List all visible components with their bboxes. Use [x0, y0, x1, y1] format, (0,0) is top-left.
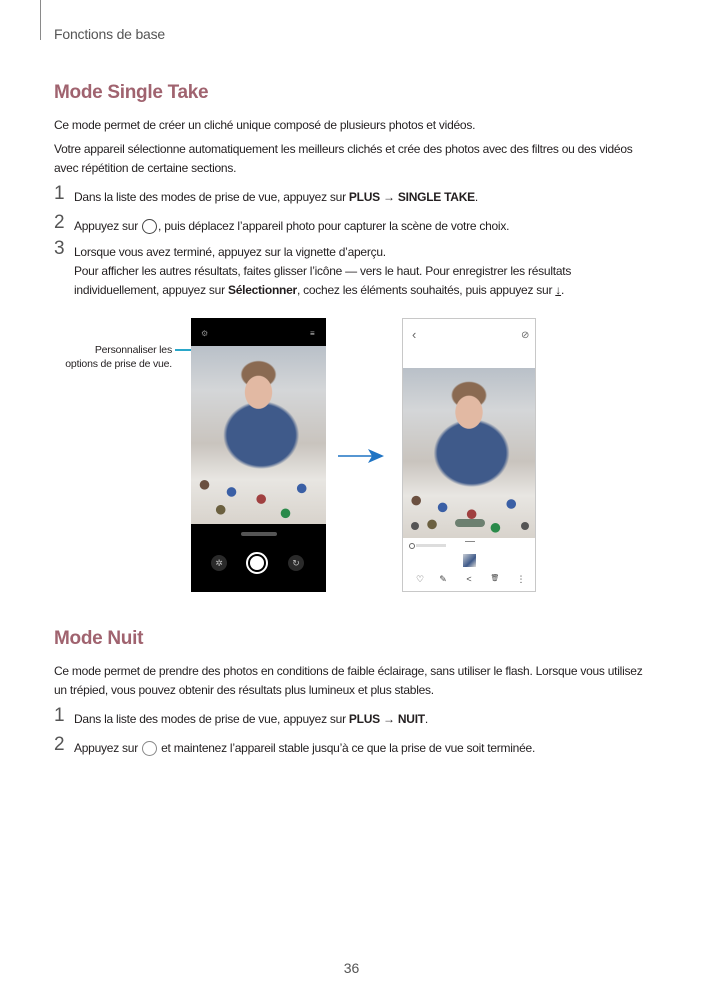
callout-label: Personnaliser les options de prise de vue. [65, 344, 172, 370]
step-text-end: . [561, 283, 565, 297]
step-text-end: et maintenez l’appareil stable jusqu’à ce que la prise de vue soit terminée. [158, 741, 536, 755]
page-number: 36 [343, 960, 360, 976]
arrow-glyph: → [379, 712, 398, 726]
mode-label [241, 532, 277, 536]
shutter-circle-icon [142, 741, 157, 756]
step-text: Appuyez sur [74, 219, 142, 233]
arrow-glyph: → [379, 190, 398, 204]
step-number: 2 [54, 734, 65, 755]
video-pill [455, 519, 485, 527]
night-label: NUIT [397, 712, 425, 726]
single-take-heading: Mode Single Take [54, 82, 209, 103]
plus-label: PLUS [348, 190, 380, 204]
select-label: Sélectionner [227, 283, 297, 297]
single-take-label: SINGLE TAKE [397, 190, 475, 204]
step-text-end: . [424, 712, 428, 726]
step-number: 1 [54, 183, 65, 204]
section-header: Fonctions de base [54, 26, 166, 42]
result-thumbnail [463, 554, 476, 567]
select-radio [409, 543, 415, 549]
step-text: Dans la liste des modes de prise de vue, appuyez sur [74, 712, 349, 726]
shutter-button [246, 552, 268, 574]
single-take-intro: Ce mode permet de créer un cliché unique composé de plusieurs photos et vidéos. [54, 118, 476, 132]
switch-camera-icon: ↻ [288, 555, 304, 571]
step-text: Dans la liste des modes de prise de vue, appuyez sur [74, 190, 349, 204]
step-text: Appuyez sur [74, 741, 142, 755]
sheet-label [416, 544, 446, 547]
preview-photo [191, 346, 326, 524]
settings-icon: ⚙ [201, 329, 209, 338]
step-detail-text: Pour afficher les autres résultats, faites glisser l’icône — vers le haut. Pour enregistrer les résultats individuellement, appuyez sur [74, 264, 572, 297]
expand-chip [521, 522, 529, 530]
flow-arrow-icon [338, 448, 384, 464]
plus-label: PLUS [348, 712, 380, 726]
thumbnail-chip [411, 522, 419, 530]
step-number: 1 [54, 705, 65, 726]
shutter-circle-icon [142, 219, 157, 234]
favorite-icon: ♡ [415, 574, 425, 584]
step-number: 2 [54, 212, 65, 233]
edit-icon: ✎ [439, 574, 447, 584]
step-text: Lorsque vous avez terminé, appuyez sur la vignette d’aperçu. [74, 245, 386, 259]
more-options-icon: ⋮ [516, 574, 526, 584]
back-icon: ‹ [412, 327, 417, 342]
night-mode-description: Ce mode permet de prendre des photos en conditions de faible éclairage, sans utiliser le flash. Lorsque vous utilisez un trépied, vous pouvez obtenir des résultats plus lumineux et plus stables. [54, 664, 643, 697]
delete-icon: 🗑 [490, 575, 500, 582]
camera-screen-illustration [191, 318, 326, 592]
download-icon: ↓ [555, 283, 562, 297]
step-number: 3 [54, 238, 65, 259]
header-rule [40, 0, 41, 40]
sheet-handle [465, 541, 475, 542]
effects-icon: ✲ [211, 555, 227, 571]
gallery-screen-illustration [402, 318, 536, 592]
shooting-options-icon: ≡ [310, 329, 315, 338]
step-text-end: , puis déplacez l’appareil photo pour capturer la scène de votre choix. [158, 219, 510, 233]
remaster-icon: ⊘ [521, 330, 530, 341]
result-photo [403, 368, 535, 538]
share-icon: < [466, 574, 472, 584]
night-mode-heading: Mode Nuit [54, 628, 144, 649]
single-take-description: Votre appareil sélectionne automatiquement les meilleurs clichés et crée des photos avec des filtres ou des vidéos avec répétition de certaine sections. [54, 142, 633, 175]
step-text-end: . [474, 190, 478, 204]
step-detail-text-2: , cochez les éléments souhaités, puis appuyez sur [296, 283, 556, 297]
